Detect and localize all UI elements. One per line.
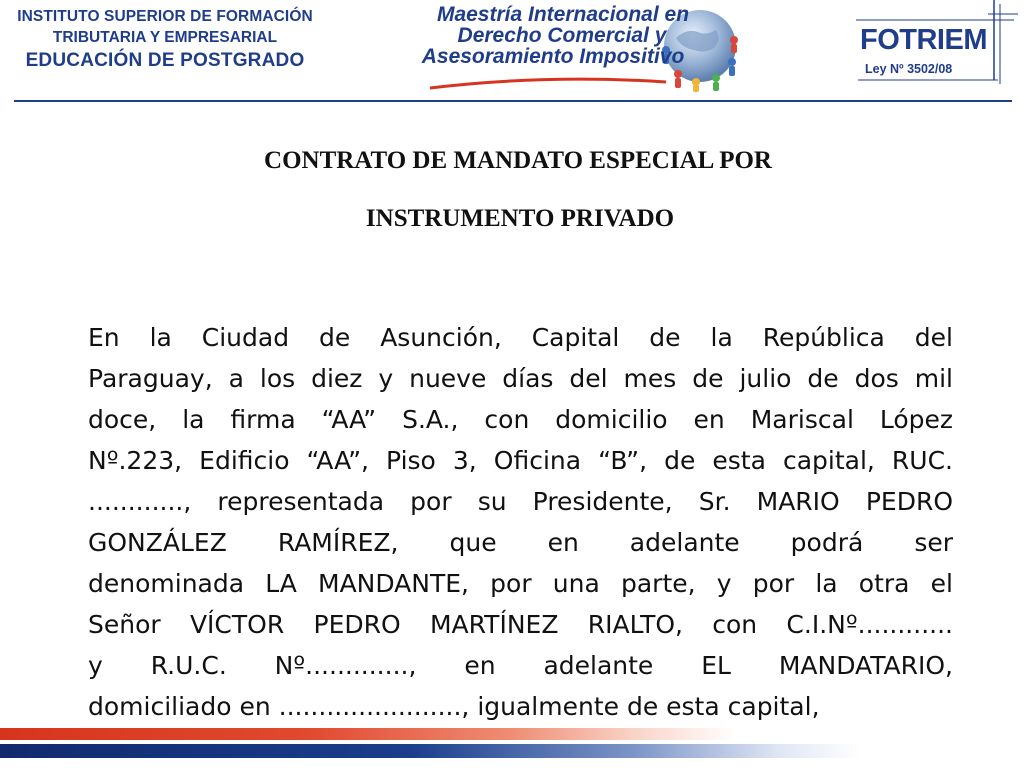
institute-line-2: TRIBUTARIA Y EMPRESARIAL (52, 29, 278, 46)
program-title-line-2: Derecho Comercial y (457, 24, 667, 47)
footer-band-red (0, 728, 1024, 740)
institute-line-3: EDUCACIÓN DE POSTGRADO (25, 50, 305, 71)
body-line: Señor VÍCTOR PEDRO MARTÍNEZ RIALTO, con C.I.Nº............ (88, 610, 953, 639)
body-line: denominada LA MANDANTE, por una parte, y por la otra el (88, 569, 953, 598)
body-line: GONZÁLEZ RAMÍREZ, que en adelante podrá ser (88, 528, 953, 557)
document-title-line-1: CONTRATO DE MANDATO ESPECIAL POR (264, 147, 772, 174)
contract-body (88, 317, 953, 727)
program-title-line-1: Maestría Internacional en (436, 3, 690, 26)
program-title-line-3: Asesoramiento Impositivo (421, 45, 685, 68)
org-law: Ley Nº 3502/08 (865, 62, 953, 76)
body-line: doce, la firma “AA” S.A., con domicilio en Mariscal López (88, 405, 953, 434)
institute-name-block (10, 6, 320, 71)
body-line: ............, representada por su Presidente, Sr. MARIO PEDRO (88, 487, 953, 516)
body-line: domiciliado en ......................., igualmente de esta capital, (88, 692, 820, 721)
body-line: Paraguay, a los diez y nueve días del mes de julio de dos mil (88, 364, 953, 393)
footer-band-blue (0, 744, 1024, 758)
body-line: y R.U.C. Nº............., en adelante EL MANDATARIO, (88, 651, 953, 680)
body-line: En la Ciudad de Asunción, Capital de la República del (88, 323, 953, 352)
org-name: FOTRIEM (860, 24, 987, 56)
body-line: Nº.223, Edificio “AA”, Piso 3, Oficina “B”, de esta capital, RUC. (88, 446, 953, 475)
document-title-line-2: INSTRUMENTO PRIVADO (365, 205, 675, 232)
institute-line-1: INSTITUTO SUPERIOR DE FORMACIÓN (17, 8, 313, 25)
fotriem-logo (848, 0, 1018, 92)
header-divider (14, 100, 1012, 102)
red-swoosh-decoration (428, 76, 668, 92)
program-title (388, 4, 718, 67)
program-logo (388, 4, 768, 94)
